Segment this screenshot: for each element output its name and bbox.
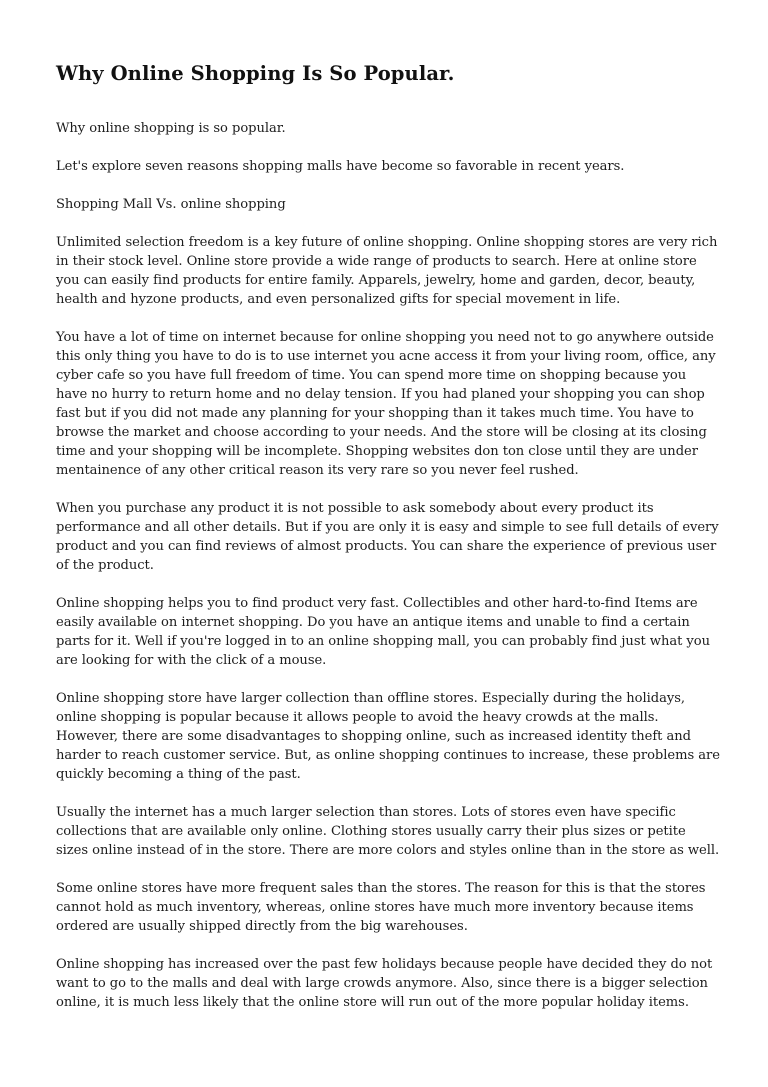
- paragraph-holidays: Online shopping has increased over the past few holidays because people have decided they do not want to go to the malls and deal with large crowds anymore. Also, since there is a bigger selection online, it is much less likely that the online store will run out of the more popular holiday items.: [56, 957, 713, 1010]
- paragraph-larger-selection: Usually the internet has a much larger selection than stores. Lots of stores even have specific collections that are available only online. Clothing stores usually carry their plus sizes or petite sizes online instead of in the store. There are more colors and styles online than in the store as well.: [56, 805, 720, 858]
- paragraph-frequent-sales: Some online stores have more frequent sales than the stores. The reason for this is that the stores cannot hold as much inventory, whereas, online stores have much more inventory because items ordered are usually shipped directly from the big warehouses.: [56, 881, 706, 934]
- paragraph-intro: Why online shopping is so popular.: [56, 121, 286, 136]
- paragraph-seven-reasons: Let's explore seven reasons shopping malls have become so favorable in recent years.: [56, 159, 625, 174]
- paragraph-product-details: When you purchase any product it is not possible to ask somebody about every product its performance and all other details. But if you are only it is easy and simple to see full details of every product and you can find reviews of almost products. You can share the experience of previous user of the product.: [56, 501, 719, 573]
- paragraph-larger-collection: Online shopping store have larger collection than offline stores. Especially during the holidays, online shopping is popular because it allows people to avoid the heavy crowds at the malls. However, there are some disadvantages to shopping online, such as increased identity theft and harder to reach customer service. But, as online shopping continues to increase, these problems are quickly becoming a thing of the past.: [56, 691, 720, 782]
- paragraph-unlimited-selection: Unlimited selection freedom is a key future of online shopping. Online shopping stores are very rich in their stock level. Online store provide a wide range of products to search. Here at online store you can easily find products for entire family. Apparels, jewelry, home and garden, decor, beauty, health and hyzone products, and even personalized gifts for special movement in life.: [56, 235, 718, 307]
- paragraph-subheading: Shopping Mall Vs. online shopping: [56, 197, 286, 212]
- document-body: [56, 60, 720, 1031]
- paragraph-find-fast: Online shopping helps you to find product very fast. Collectibles and other hard-to-find Items are easily available on internet shopping. Do you have an antique items and unable to find a certain parts for it. Well if you're logged in to an online shopping mall, you can probably find just what you are looking for with the click of a mouse.: [56, 596, 710, 668]
- document-title: Why Online Shopping Is So Popular.: [56, 62, 455, 85]
- paragraph-time-freedom: You have a lot of time on internet because for online shopping you need not to go anywhere outside this only thing you have to do is to use internet you acne access it from your living room, office, any cyber cafe so you have full freedom of time. You can spend more time on shopping because you have no hurry to return home and no delay tension. If you had planed your shopping you can shop fast but if you did not made any planning for your shopping than it takes much time. You have to browse the market and choose according to your needs. And the store will be closing at its closing time and your shopping will be incomplete. Shopping websites don ton close until they are under mentainence of any other critical reason its very rare so you never feel rushed.: [56, 330, 716, 478]
